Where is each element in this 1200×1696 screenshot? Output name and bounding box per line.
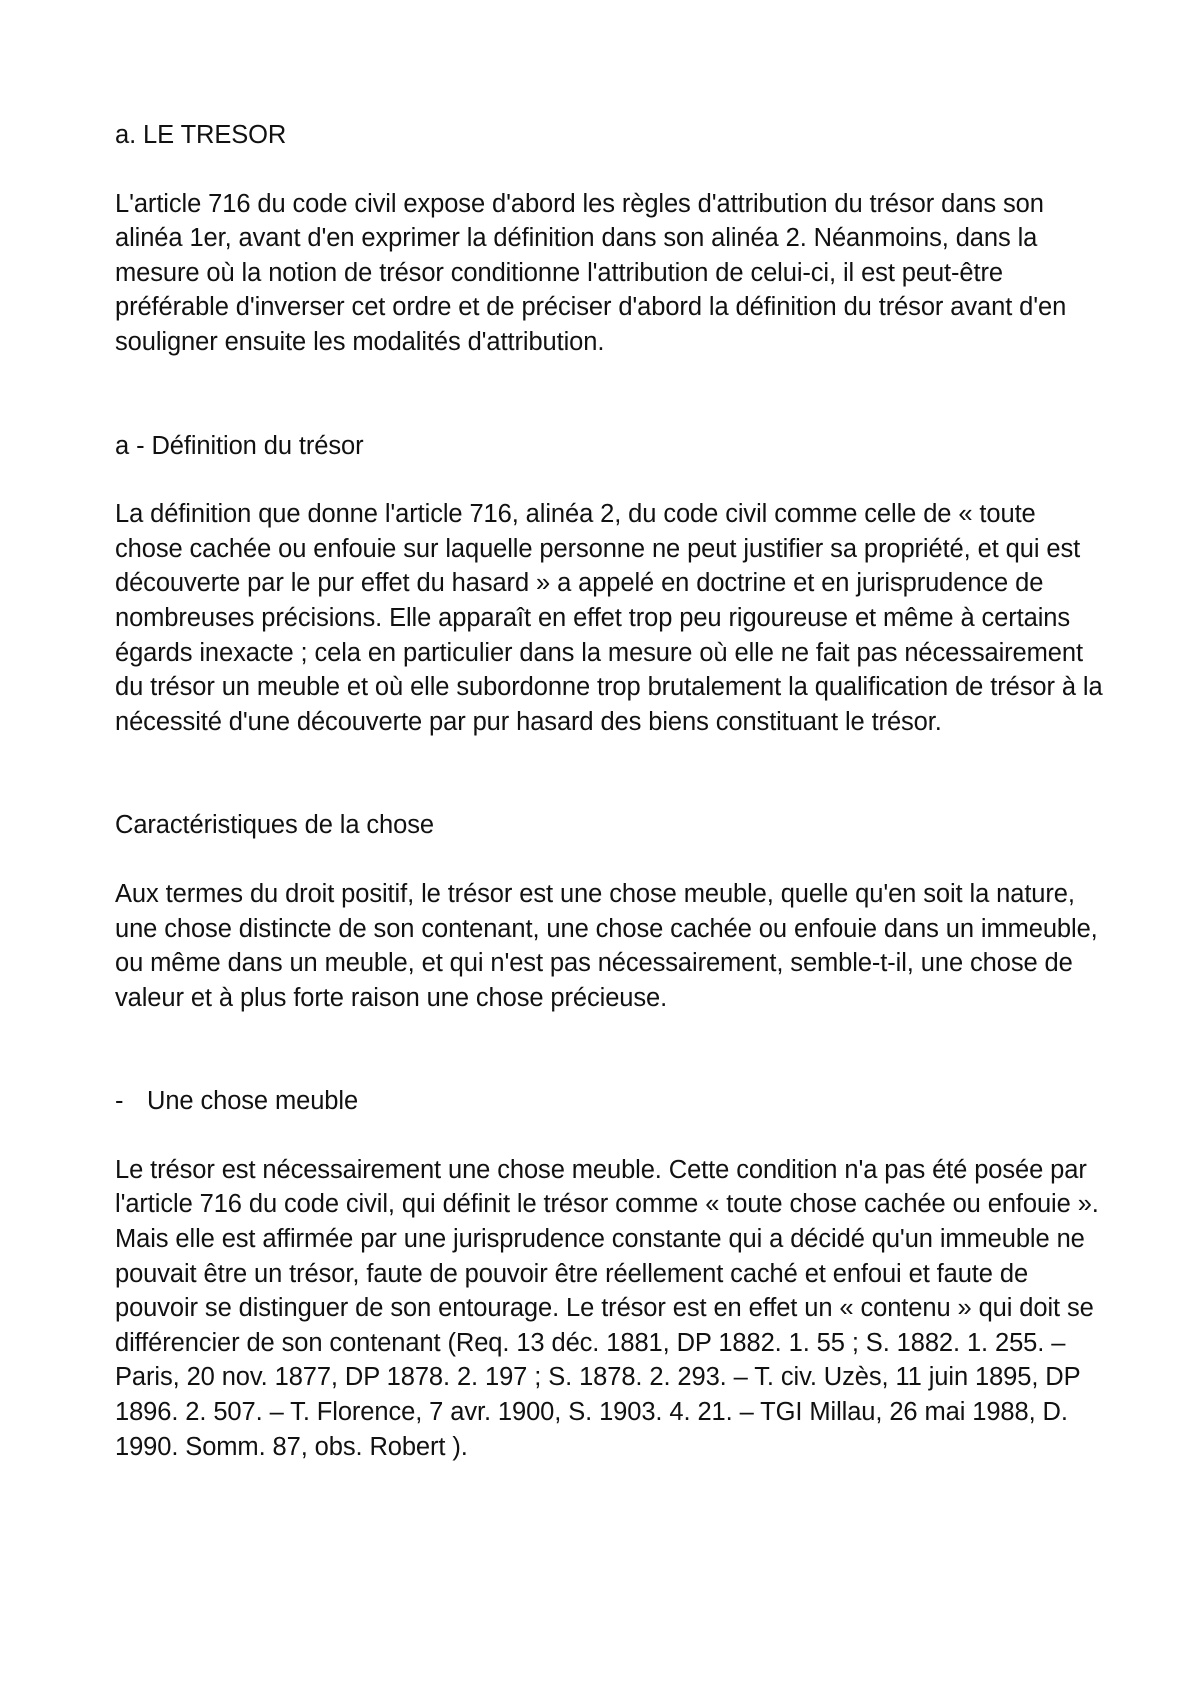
document-title: a. LE TRESOR (115, 121, 287, 149)
document-page (115, 118, 1105, 1464)
subsection-heading-characteristics: Caractéristiques de la chose (115, 811, 434, 840)
bullet-heading-meuble (115, 1084, 1105, 1119)
meuble-paragraph: Le trésor est nécessairement une chose meuble. Cette condition n'a pas été posée par l'article 716 du code civil, qui définit le trésor comme « toute chose cachée ou enfouie ». Mais elle est affirmée par une jurisprudence constante qui a décidé qu'un immeuble ne pouvait être un trésor, faute de pouvoir être réellement caché et enfoui et faute de pouvoir se distinguer de son entourage. Le trésor est en effet un « contenu » qui doit se différencier de son contenant (Req. 13 déc. 1881, DP 1882. 1. 55 ; S. 1882. 1. 255. – Paris, 20 nov. 1877, DP 1878. 2. 197 ; S. 1878. 2. 293. – T. civ. Uzès, 11 juin 1895, DP 1896. 2. 507. – T. Florence, 7 avr. 1900, S. 1903. 4. 21. – TGI Millau, 26 mai 1988, D. 1990. Somm. 87, obs. Robert ). (115, 1155, 1099, 1461)
definition-paragraph: La définition que donne l'article 716, alinéa 2, du code civil comme celle de « toute chose cachée ou enfouie sur laquelle personne ne peut justifier sa propriété, et qui est découverte par le pur effet du hasard » a appelé en doctrine et en jurisprudence de nombreuses précisions. Elle apparaît en effet trop peu rigoureuse et même à certains égards inexacte ; cela en particulier dans la mesure où elle ne fait pas nécessairement du trésor un meuble et où elle subordonne trop brutalement la qualification de trésor à la nécessité d'une découverte par pur hasard des biens constituant le trésor. (115, 500, 1103, 736)
bullet-marker: - (115, 1087, 124, 1116)
intro-paragraph: L'article 716 du code civil expose d'abord les règles d'attribution du trésor dans son alinéa 1er, avant d'en exprimer la définition dans son alinéa 2. Néanmoins, dans la mesure où la notion de trésor conditionne l'attribution de celui-ci, il est peut-être préférable d'inverser cet ordre et de préciser d'abord la définition du trésor avant d'en souligner ensuite les modalités d'attribution. (115, 189, 1067, 356)
bullet-heading-text: Une chose meuble (147, 1087, 359, 1116)
section-heading-definition: a - Définition du trésor (115, 431, 364, 460)
characteristics-paragraph: Aux termes du droit positif, le trésor est une chose meuble, quelle qu'en soit la nature, une chose distincte de son contenant, une chose cachée ou enfouie dans un immeuble, ou même dans un meuble, et qui n'est pas nécessairement, semble-t-il, une chose de valeur et à plus forte raison une chose précieuse. (115, 879, 1098, 1012)
